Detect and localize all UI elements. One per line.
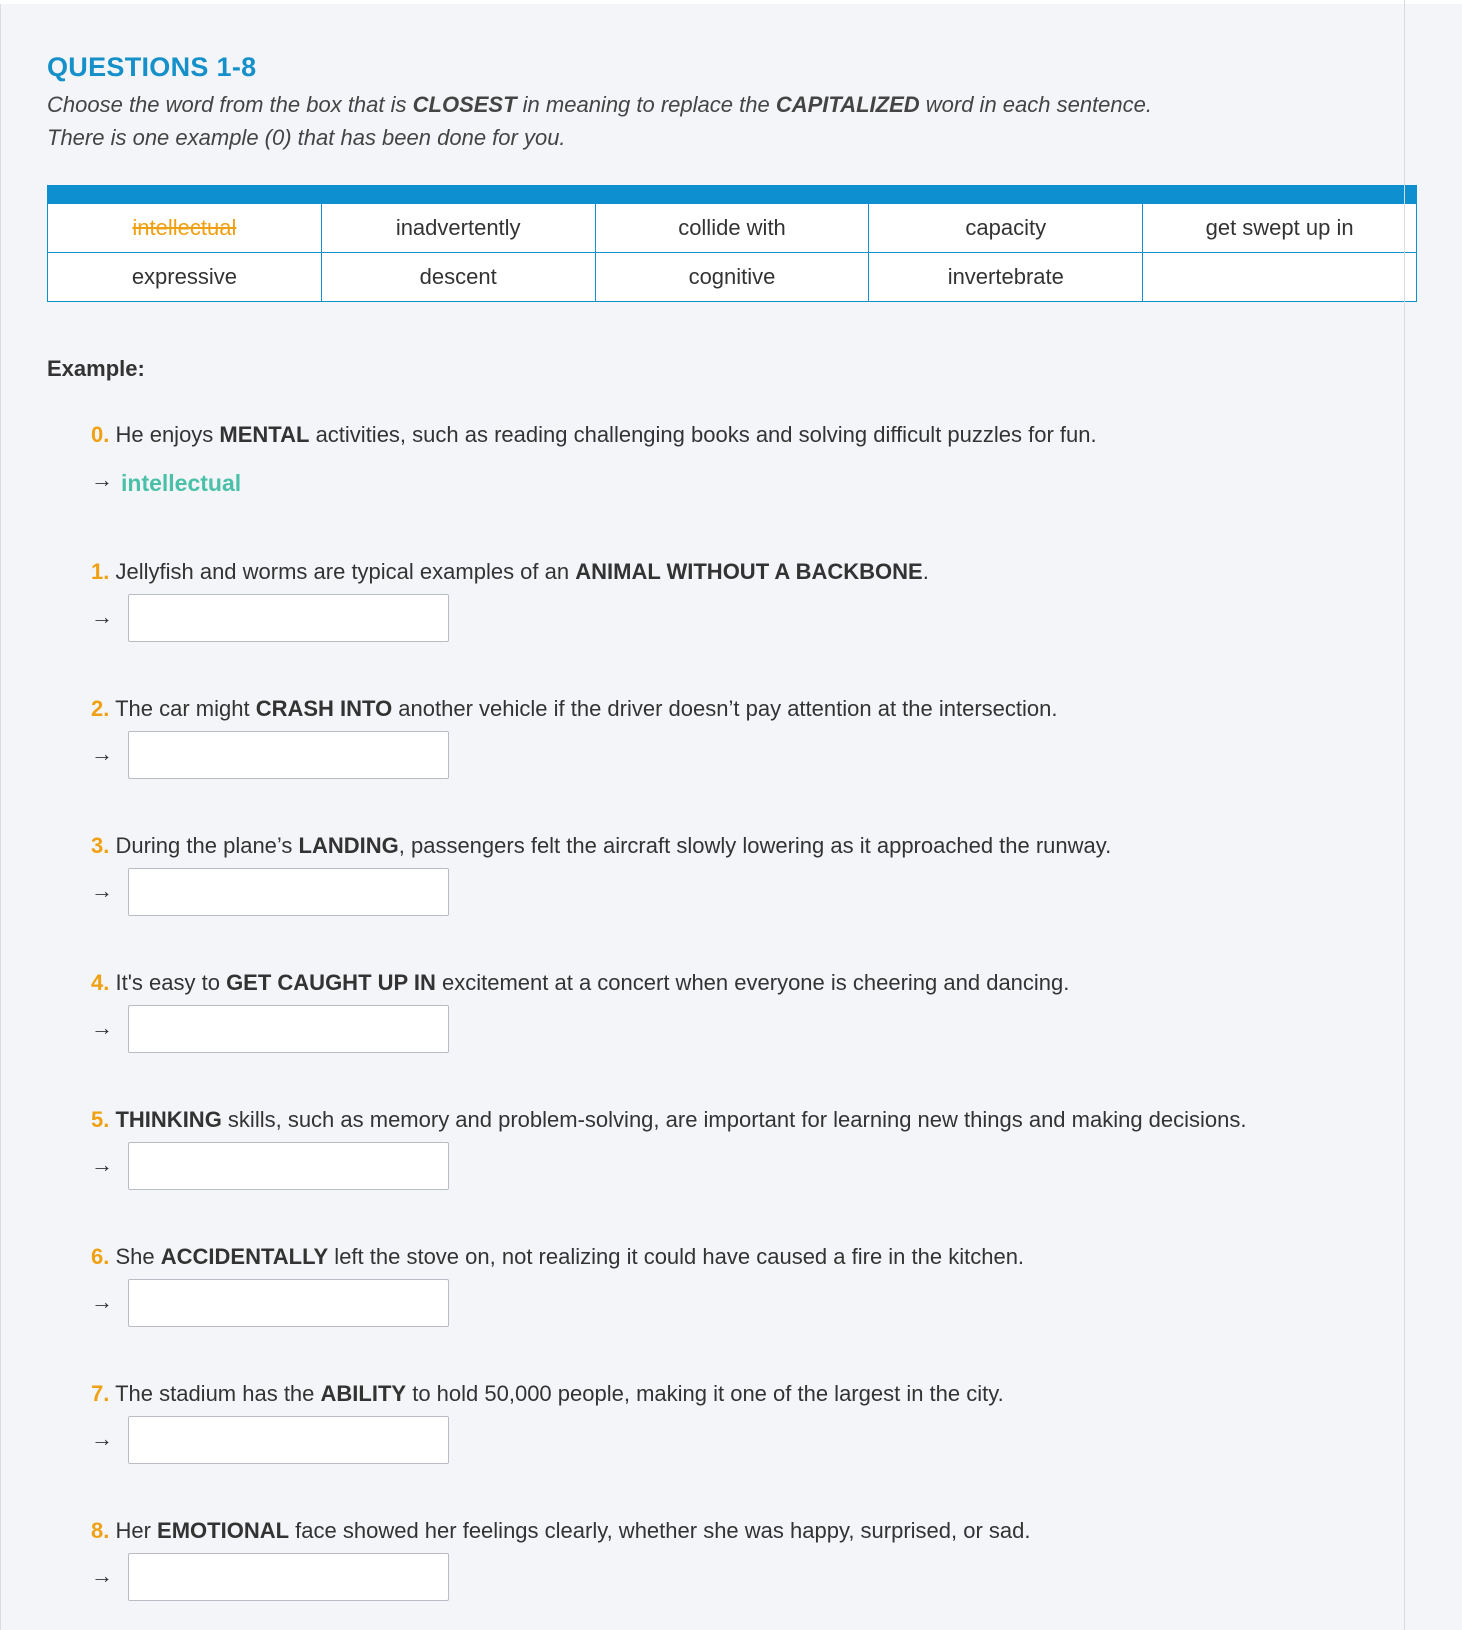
word-option: descent [321,253,595,302]
word-option: capacity [869,204,1143,253]
question-number: 4. [91,970,110,995]
question-4 [91,970,1069,996]
question-3 [91,833,1111,859]
question-number: 6. [91,1244,110,1269]
word-option: inadvertently [321,204,595,253]
example-sentence [91,422,1097,448]
sentence-text: . [922,559,929,584]
sentence-text: activities, such as reading challenging books and solving difficult puzzles for fun. [309,422,1097,447]
word-box-row-1 [48,204,1417,253]
capitalized-word: ACCIDENTALLY [160,1244,329,1269]
question-8 [91,1518,1031,1544]
word-option-used: intellectual [48,204,322,253]
sentence-text: left the stove on, not realizing it could have caused a fire in the kitchen. [328,1244,1025,1269]
word-option-empty [1143,253,1417,302]
word-box-header-bar [47,185,1417,203]
sentence-text: The car might [109,696,256,721]
question-number: 1. [91,559,110,584]
sentence-text: another vehicle if the driver doesn’t pay attention at the intersection. [392,696,1058,721]
answer-input-4[interactable] [128,1005,449,1053]
sentence-text: face showed her feelings clearly, whether she was happy, surprised, or sad. [289,1518,1031,1543]
question-2 [91,696,1057,722]
question-1 [91,559,929,585]
instruction-bold: CLOSEST [412,92,517,117]
question-5 [91,1107,1247,1133]
arrow-icon: → [91,1289,113,1314]
instruction-text: word in each sentence. [919,92,1153,117]
sentence-text: The stadium has the [109,1381,321,1406]
word-option: expressive [48,253,322,302]
sentence-text: skills, such as memory and problem-solving, are important for learning new things and making decisions. [221,1107,1247,1132]
question-number: 8. [91,1518,110,1543]
word-box [47,185,1417,302]
question-number: 0. [91,422,110,447]
answer-input-5[interactable] [128,1142,449,1190]
capitalized-word: EMOTIONAL [157,1518,290,1543]
arrow-icon: → [91,467,113,492]
page-title: QUESTIONS 1-8 [47,52,257,82]
answer-input-7[interactable] [128,1416,449,1464]
example-answer: intellectual [121,470,242,496]
question-7 [91,1381,1004,1407]
capitalized-word: THINKING [115,1107,222,1132]
arrow-icon: → [91,1152,113,1177]
capitalized-word: MENTAL [219,422,310,447]
word-box-row-2 [48,253,1417,302]
sentence-text: , passengers felt the aircraft slowly lowering as it approached the runway. [398,833,1112,858]
arrow-icon: → [91,1426,113,1451]
arrow-icon: → [91,604,113,629]
arrow-icon: → [91,1563,113,1588]
capitalized-word: GET CAUGHT UP IN [226,970,436,995]
answer-input-1[interactable] [128,594,449,642]
capitalized-word: CRASH INTO [255,696,393,721]
question-number: 3. [91,833,110,858]
instruction-bold: CAPITALIZED [775,92,920,117]
sentence-text: She [109,1244,161,1269]
question-number: 2. [91,696,110,721]
worksheet-page [0,4,1462,1630]
sentence-text: to hold 50,000 people, making it one of the largest in the city. [406,1381,1004,1406]
word-option: collide with [595,204,869,253]
sentence-text: Her [109,1518,158,1543]
question-number: 7. [91,1381,110,1406]
answer-input-6[interactable] [128,1279,449,1327]
arrow-icon: → [91,878,113,903]
question-number: 5. [91,1107,110,1132]
sentence-text: During the plane’s [109,833,299,858]
answer-input-8[interactable] [128,1553,449,1601]
word-option: cognitive [595,253,869,302]
answer-input-2[interactable] [128,731,449,779]
example-label: Example: [47,356,145,381]
answer-input-3[interactable] [128,868,449,916]
instruction-line-2: There is one example (0) that has been done for you. [47,125,566,150]
capitalized-word: ANIMAL WITHOUT A BACKBONE [575,559,923,584]
word-option: invertebrate [869,253,1143,302]
sentence-text: He enjoys [109,422,220,447]
capitalized-word: LANDING [298,833,399,858]
sentence-text: It's easy to [109,970,227,995]
word-box-table [47,203,1417,302]
instruction-text: Choose the word from the box that is [47,92,413,117]
instruction-text: in meaning to replace the [516,92,776,117]
word-option: get swept up in [1143,204,1417,253]
sentence-text: Jellyfish and worms are typical examples of an [109,559,576,584]
arrow-icon: → [91,741,113,766]
arrow-icon: → [91,1015,113,1040]
capitalized-word: ABILITY [320,1381,407,1406]
question-6 [91,1244,1024,1270]
sentence-text: excitement at a concert when everyone is cheering and dancing. [435,970,1070,995]
page-edge-divider [1404,0,1405,1630]
instruction-line-1 [47,92,1152,118]
